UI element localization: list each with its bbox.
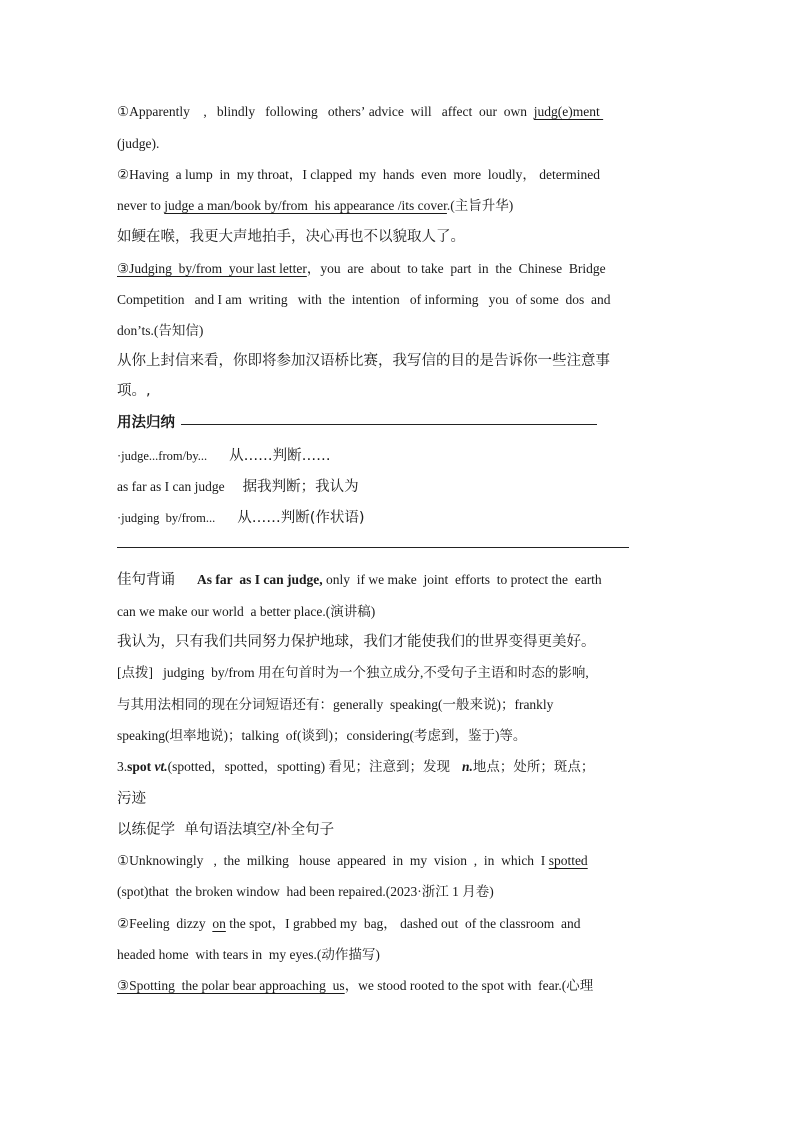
practice-sentence-3: ③Spotting the polar bear approaching us，we stood rooted to the spot with fear.(心理 <box>117 978 594 993</box>
vocab-word: spot <box>127 759 152 774</box>
practice-sentence-1: ①Unknowingly , the milking house appeared in my vision , in which I spotted <box>117 853 588 868</box>
answer-blank: ③Judging by/from your last letter <box>117 261 307 276</box>
practice-heading: 以练促学 单句语法填空/补全句子 <box>117 822 335 838</box>
good-sentence: 佳句背诵 As far as I can judge, only if we make joint efforts to protect the earth <box>117 572 602 588</box>
usage-item: as far as I can judge 据我判断；我认为 <box>117 479 359 495</box>
sentence-text: never to <box>117 198 165 213</box>
practice-sentence-2: ②Feeling dizzy on the spot，I grabbed my bag， dashed out of the classroom and <box>117 916 581 931</box>
tip-line: 与其用法相同的现在分词短语还有：generally speaking(一般来说)；frankly <box>117 697 554 712</box>
good-sentence-cont: can we make our world a better place.(演讲稿) <box>117 604 376 619</box>
tip-line: [点拨] judging by/from 用在句首时为一个独立成分,不受句子主语和时态的影响, <box>117 665 589 680</box>
practice-sentence-1-cont: (spot)that the broken window had been repaired.(2023·浙江 1 月卷) <box>117 884 494 899</box>
sentence-text: .(主旨升华) <box>446 198 514 213</box>
answer-blank: spotted <box>548 853 588 868</box>
translation-2: 如鲠在喉，我更大声地拍手，决心再也不以貌取人了。 <box>117 229 465 245</box>
sentence-text: ，you are about to take part in the Chinese Bridge <box>306 261 606 276</box>
answer-blank: judg(e)ment <box>533 104 604 119</box>
practice-sentence-2-cont: headed home with tears in my eyes.(动作描写) <box>117 947 380 962</box>
usage-item: ·judging by/from... 从……判断(作状语) <box>117 510 365 526</box>
usage-heading: 用法归纳 <box>117 415 175 431</box>
example-sentence-3-cont: Competition and I am writing with the intention of informing you of some dos and <box>117 292 611 307</box>
example-sentence-3 <box>117 260 606 278</box>
answer-blank: ③Spotting the polar bear approaching us <box>117 978 345 993</box>
example-sentence-2: ②Having a lump in my throat，I clapped my hands even more loudly， determined <box>117 167 600 182</box>
heading-rule <box>181 424 597 425</box>
section-rule <box>117 547 629 548</box>
example-sentence-1-cont: (judge). <box>117 136 160 151</box>
usage-item: ·judge...from/by... 从……判断…… <box>117 448 331 464</box>
example-sentence-3-end: don’ts.(告知信) <box>117 323 204 338</box>
answer-blank: on <box>212 916 226 931</box>
answer-blank: judge a man/book by/from his appearance /its cover <box>164 198 447 213</box>
vocab-entry: 3.spot vt.(spotted，spotted，spotting) 看见；注意到；发现 n.地点；处所；斑点； <box>117 759 595 774</box>
vocab-entry-cont: 污迹 <box>117 791 146 807</box>
good-sentence-translation: 我认为，只有我们共同努力保护地球，我们才能使我们的世界变得更美好。 <box>117 634 596 650</box>
example-sentence-2-cont <box>117 197 513 215</box>
tip-line: speaking(坦率地说)；talking of(谈到)；considering(考虑到，鉴于)等。 <box>117 728 527 743</box>
example-sentence-1 <box>117 103 603 121</box>
sentence-text: ①Apparently , blindly following others’ advice will affect our own <box>117 104 534 119</box>
translation-3-cont: 项。, <box>117 383 151 399</box>
translation-3: 从你上封信来看，你即将参加汉语桥比赛，我写信的目的是告诉你一些注意事 <box>117 353 610 369</box>
